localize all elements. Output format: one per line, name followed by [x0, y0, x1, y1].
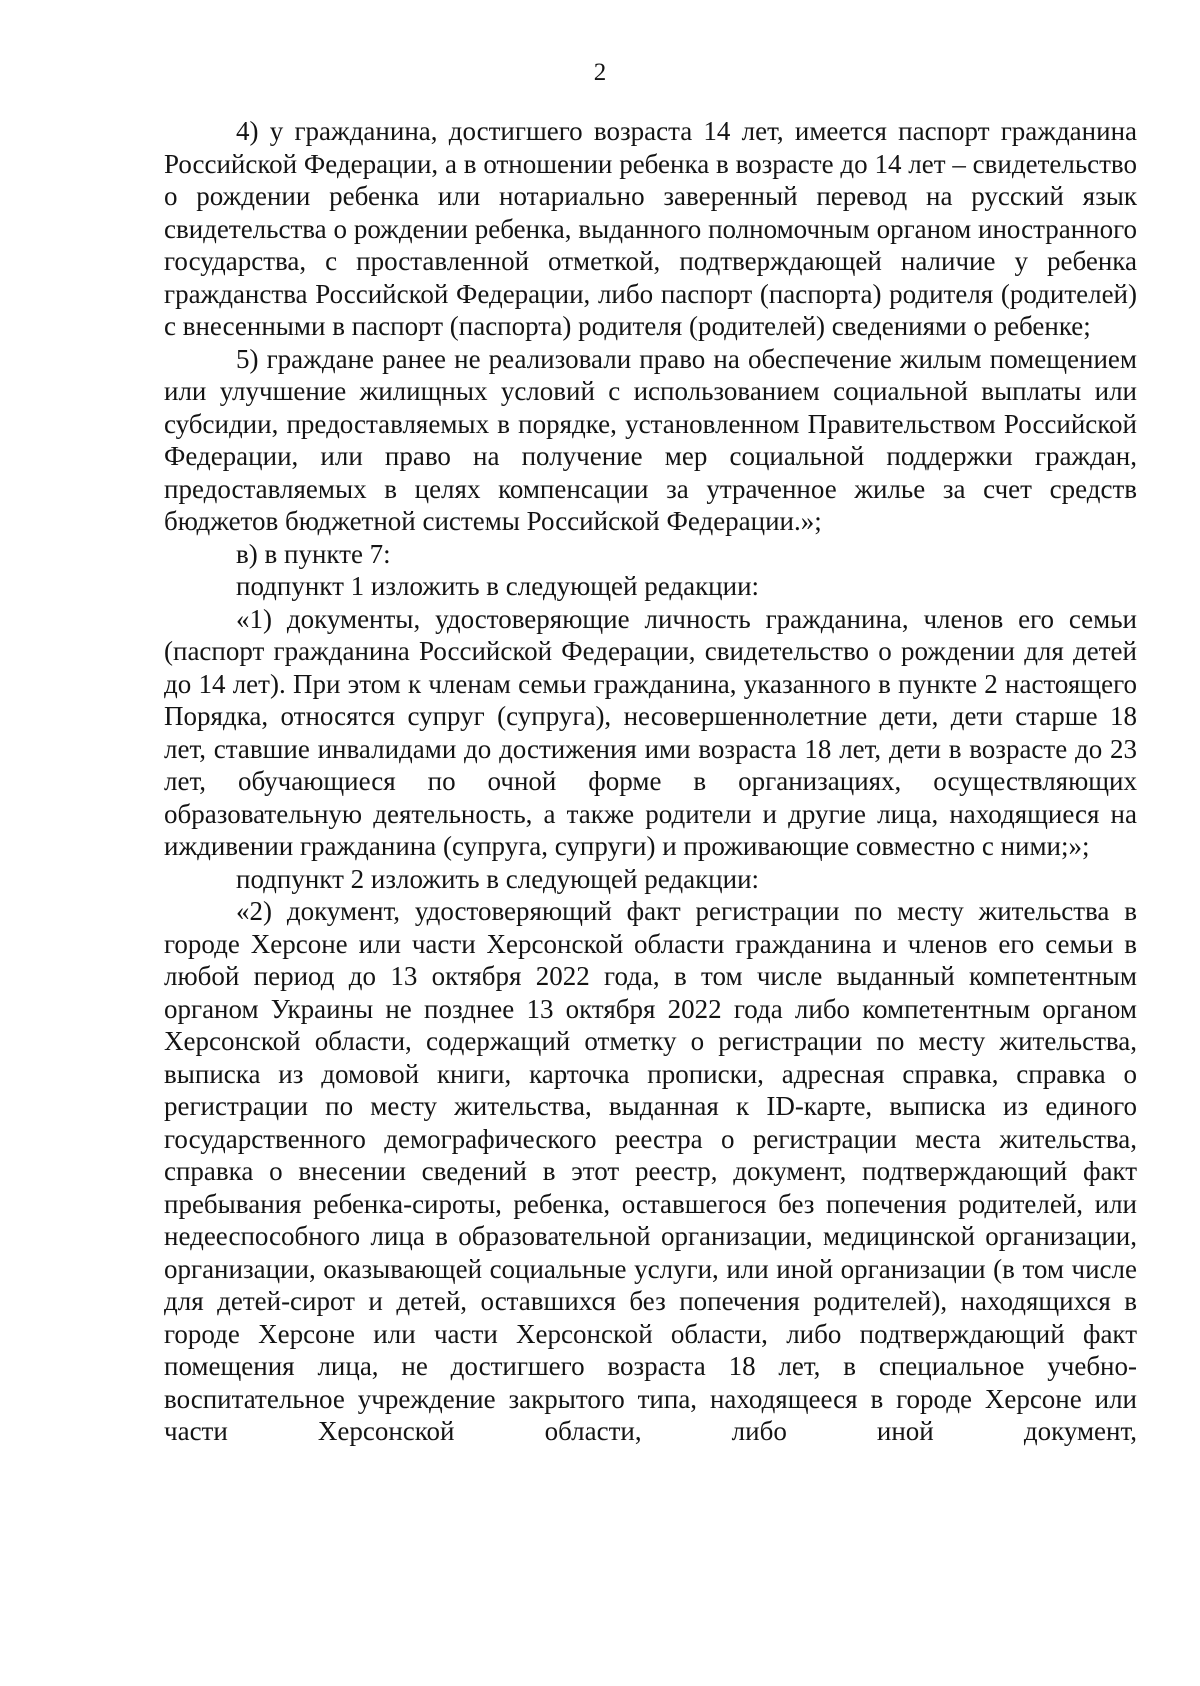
page-number: 2	[593, 59, 607, 86]
paragraph-amend-subitem-1: подпункт 1 изложить в следующей редакции:	[236, 571, 760, 601]
document-body	[164, 115, 1137, 1448]
paragraph-item-4: 4) у гражданина, достигшего возраста 14 лет, имеется паспорт гражданина Российской Федерации, а в отношении ребенка в возрасте до 14 лет – свидетельство о рождении ребенка или нотариально заверенный перевод на русский язык свидетельства о рождении ребенка, выданного полномочным органом иностранного государства, с проставленной отметкой, подтверждающей наличие у ребенка гражданства Российской Федерации, либо паспорт (паспорта) родителя (родителей) с внесенными в паспорт (паспорта) родителя (родителей) сведениями о ребенке;	[164, 116, 1137, 341]
paragraph-amend-subitem-2: подпункт 2 изложить в следующей редакции:	[236, 863, 760, 894]
paragraph-identity-documents: «1) документы, удостоверяющие личность гражданина, членов его семьи (паспорт гражданина Российской Федерации, свидетельство о рождении для детей до 14 лет). При этом к членам семьи гражданина, указанного в пункте 2 настоящего Порядка, относятся супруг (супруга), несовершеннолетние дети, дети старше 18 лет, ставшие инвалидами до достижения ими возраста 18 лет, дети в возрасте до 23 лет, обучающиеся по очной форме в организациях, осуществляющих образовательную деятельность, а также родители и другие лица, находящиеся на иждивении гражданина (супруга, супруги) и проживающие совместно с ними;»;	[164, 603, 1137, 861]
paragraph-item-5: 5) граждане ранее не реализовали право на обеспечение жилым помещением или улучшение жилищных условий с использованием социальной выплаты или субсидии, предоставляемых в порядке, установленном Правительством Российской Федерации, или право на получение мер социальной поддержки граждан, предоставляемых в целях компенсации за утраченное жилье за счет средств бюджетов бюджетной системы Российской Федерации.»;	[164, 343, 1137, 536]
paragraph-subclause-v: в) в пункте 7:	[236, 538, 391, 569]
paragraph-registration-document: «2) документ, удостоверяющий факт регистрации по месту жительства в городе Херсоне или части Херсонской области гражданина и членов его семьи в любой период до 13 октября 2022 года, в том числе выданный компетентным органом Украины не позднее 13 октября 2022 года либо компетентным органом Херсонской области, содержащий отметку о регистрации по месту жительства, выписка из домовой книги, карточка прописки, адресная справка, справка о регистрации по месту жительства, выданная к ID-карте, выписка из единого государственного демографического реестра о регистрации места жительства, справка о внесении сведений в этот реестр, документ, подтверждающий факт пребывания ребенка-сироты, ребенка, оставшегося без попечения родителей, или недееспособного лица в образовательной организации, медицинской организации, организации, оказывающей социальные услуги, или иной организации (в том числе для детей-сирот и детей, оставшихся без попечения родителей), находящихся в городе Херсоне или части Херсонской области, либо подтверждающий факт помещения лица, не достигшего возраста 18 лет, в специальное учебно-воспитательное учреждение закрытого типа, находящееся в городе Херсоне или части Херсонской области, либо иной документ,	[164, 896, 1137, 1446]
